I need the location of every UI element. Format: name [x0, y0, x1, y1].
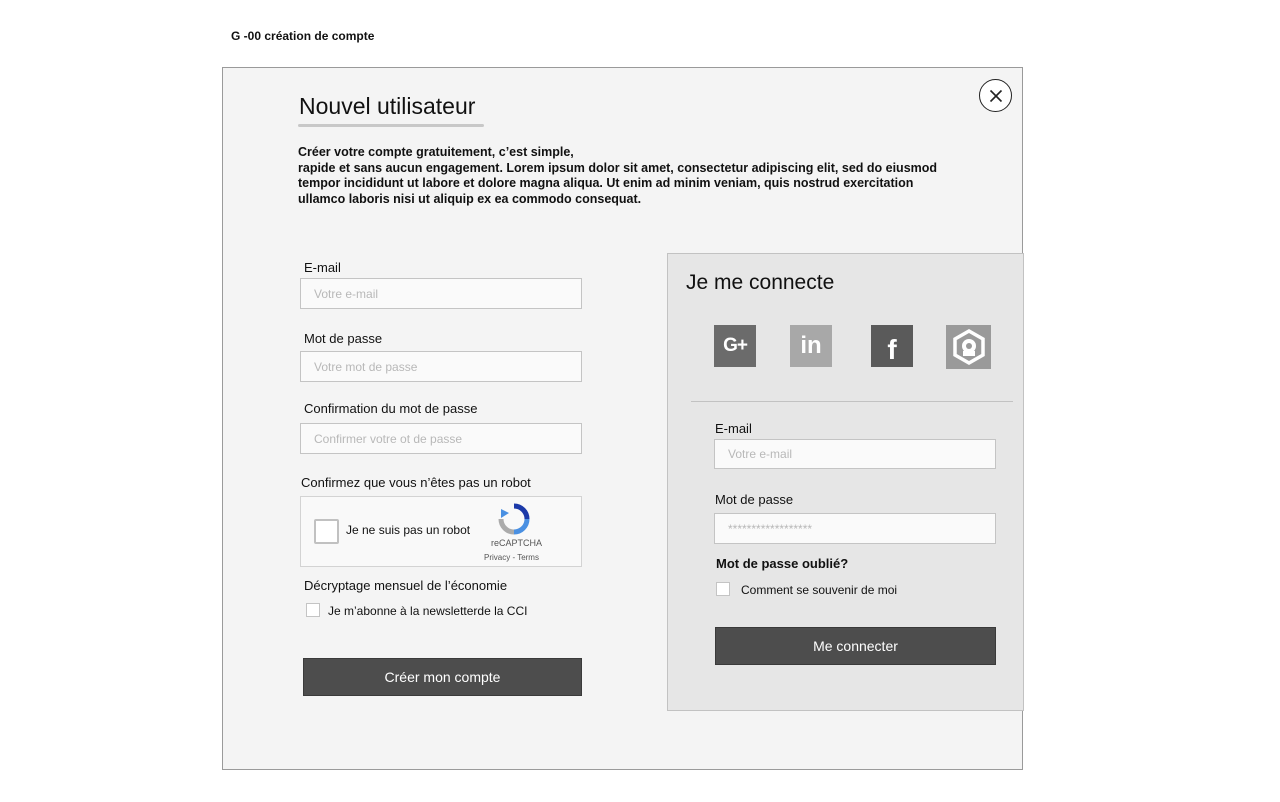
- close-button[interactable]: [979, 79, 1012, 112]
- login-panel: [667, 253, 1024, 711]
- title-underline: [298, 124, 484, 127]
- create-account-button[interactable]: Créer mon compte: [303, 658, 582, 696]
- forgot-password-link[interactable]: Mot de passe oublié?: [716, 556, 849, 571]
- register-password-input[interactable]: [300, 351, 582, 382]
- robot-label: Confirmez que vous n’êtes pas un robot: [301, 475, 531, 490]
- login-email-label: E-mail: [715, 421, 752, 436]
- modal-title: Nouvel utilisateur: [299, 93, 476, 119]
- login-email-input[interactable]: [714, 439, 996, 469]
- confirm-password-input[interactable]: [300, 423, 582, 454]
- hex-logo-button[interactable]: [946, 325, 991, 369]
- register-email-input[interactable]: [300, 278, 582, 309]
- intro-line: rapide et sans aucun engagement. Lorem ipsum dolor sit amet, consectetur adipiscing elit, sed do eiusmod: [298, 160, 938, 175]
- intro-line: Créer votre compte gratuitement, c’est simple,: [298, 145, 574, 159]
- confirm-password-label: Confirmation du mot de passe: [304, 401, 478, 416]
- intro-line: tempor incididunt ut labore et dolore magna aliqua. Ut enim ad minim veniam, quis nostrud exercitation: [298, 176, 914, 190]
- recaptcha-links[interactable]: Privacy - Terms: [484, 553, 539, 562]
- remember-me-label: Comment se souvenir de moi: [741, 583, 898, 597]
- google-plus-button[interactable]: [714, 325, 756, 367]
- recaptcha-brand: reCAPTCHA: [491, 538, 543, 548]
- login-password-label: Mot de passe: [715, 492, 794, 507]
- newsletter-checkbox-label: Je m’abonne à la newsletterde la CCI: [328, 604, 528, 618]
- linkedin-icon: in: [800, 332, 822, 359]
- google-plus-icon: G+: [723, 335, 747, 356]
- linkedin-button[interactable]: [790, 325, 832, 367]
- register-password-label: Mot de passe: [304, 331, 383, 346]
- login-title: Je me connecte: [686, 271, 835, 294]
- intro-text: [298, 145, 978, 207]
- facebook-button[interactable]: [871, 325, 913, 367]
- close-icon: [989, 89, 1003, 103]
- newsletter-checkbox[interactable]: [306, 603, 320, 617]
- intro-line: ullamco laboris nisi ut aliquip ex ea commodo consequat.: [298, 191, 642, 206]
- recaptcha-text: Je ne suis pas un robot: [346, 523, 471, 537]
- recaptcha-widget: [300, 496, 582, 567]
- newsletter-heading: Décryptage mensuel de l’économie: [304, 578, 508, 593]
- remember-me-checkbox[interactable]: [716, 582, 730, 596]
- recaptcha-logo-icon: [498, 503, 530, 535]
- login-password-input[interactable]: [714, 513, 996, 544]
- create-account-modal: [222, 67, 1023, 770]
- login-button[interactable]: Me connecter: [715, 627, 996, 665]
- recaptcha-checkbox[interactable]: [314, 519, 339, 544]
- page-label: G -00 création de compte: [231, 29, 375, 43]
- login-divider: [691, 401, 1013, 402]
- register-email-label: E-mail: [304, 260, 341, 275]
- hex-logo-icon: [950, 328, 988, 366]
- facebook-icon: f: [887, 334, 897, 365]
